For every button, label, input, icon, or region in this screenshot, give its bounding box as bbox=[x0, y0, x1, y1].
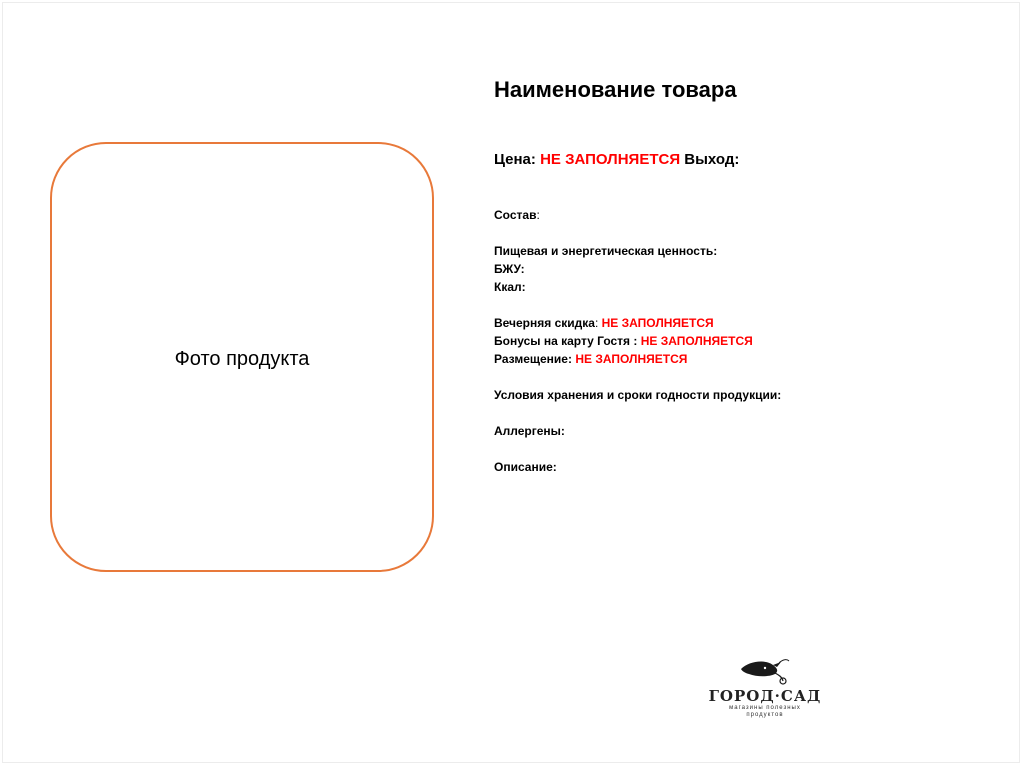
evening-discount-row bbox=[494, 314, 781, 332]
kcal-label: Ккал: bbox=[494, 280, 526, 294]
allergens-label: Аллергены: bbox=[494, 424, 565, 438]
placement-label: Размещение: bbox=[494, 352, 572, 366]
placement-row bbox=[494, 350, 781, 368]
placement-value: НЕ ЗАПОЛНЯЕТСЯ bbox=[575, 352, 688, 366]
brand-name: ГОРОД·САД bbox=[708, 687, 822, 705]
brand-tagline-2: продуктов bbox=[746, 712, 784, 718]
bonus-value: НЕ ЗАПОЛНЯЕТСЯ bbox=[640, 334, 753, 348]
evening-discount-colon: : bbox=[594, 316, 599, 330]
composition-label: Состав bbox=[494, 208, 537, 222]
price-label: Цена: bbox=[494, 151, 536, 168]
bju-label: БЖУ: bbox=[494, 262, 525, 276]
product-title: Наименование товара bbox=[494, 77, 737, 102]
description-label: Описание: bbox=[494, 460, 557, 474]
brand-logo bbox=[700, 655, 830, 735]
product-photo-frame[interactable] bbox=[50, 142, 434, 572]
yield-label: Выход: bbox=[684, 151, 740, 168]
price-value: НЕ ЗАПОЛНЯЕТСЯ bbox=[540, 151, 681, 168]
bonus-label: Бонусы на карту Гостя : bbox=[494, 334, 638, 348]
composition-colon: : bbox=[536, 208, 540, 222]
evening-discount-label: Вечерняя скидка bbox=[494, 316, 595, 330]
brand-tagline-1: магазины полезных bbox=[729, 705, 801, 711]
nutrition-label: Пищевая и энергетическая ценность: bbox=[494, 244, 718, 258]
evening-discount-value: НЕ ЗАПОЛНЯЕТСЯ bbox=[601, 316, 714, 330]
product-details bbox=[494, 206, 781, 476]
bird-berry-icon bbox=[735, 655, 795, 685]
composition-row bbox=[494, 206, 781, 224]
bonus-row bbox=[494, 332, 781, 350]
storage-label: Условия хранения и сроки годности продукции: bbox=[494, 388, 782, 402]
photo-placeholder-label: Фото продукта bbox=[174, 347, 310, 370]
price-line bbox=[494, 151, 739, 168]
